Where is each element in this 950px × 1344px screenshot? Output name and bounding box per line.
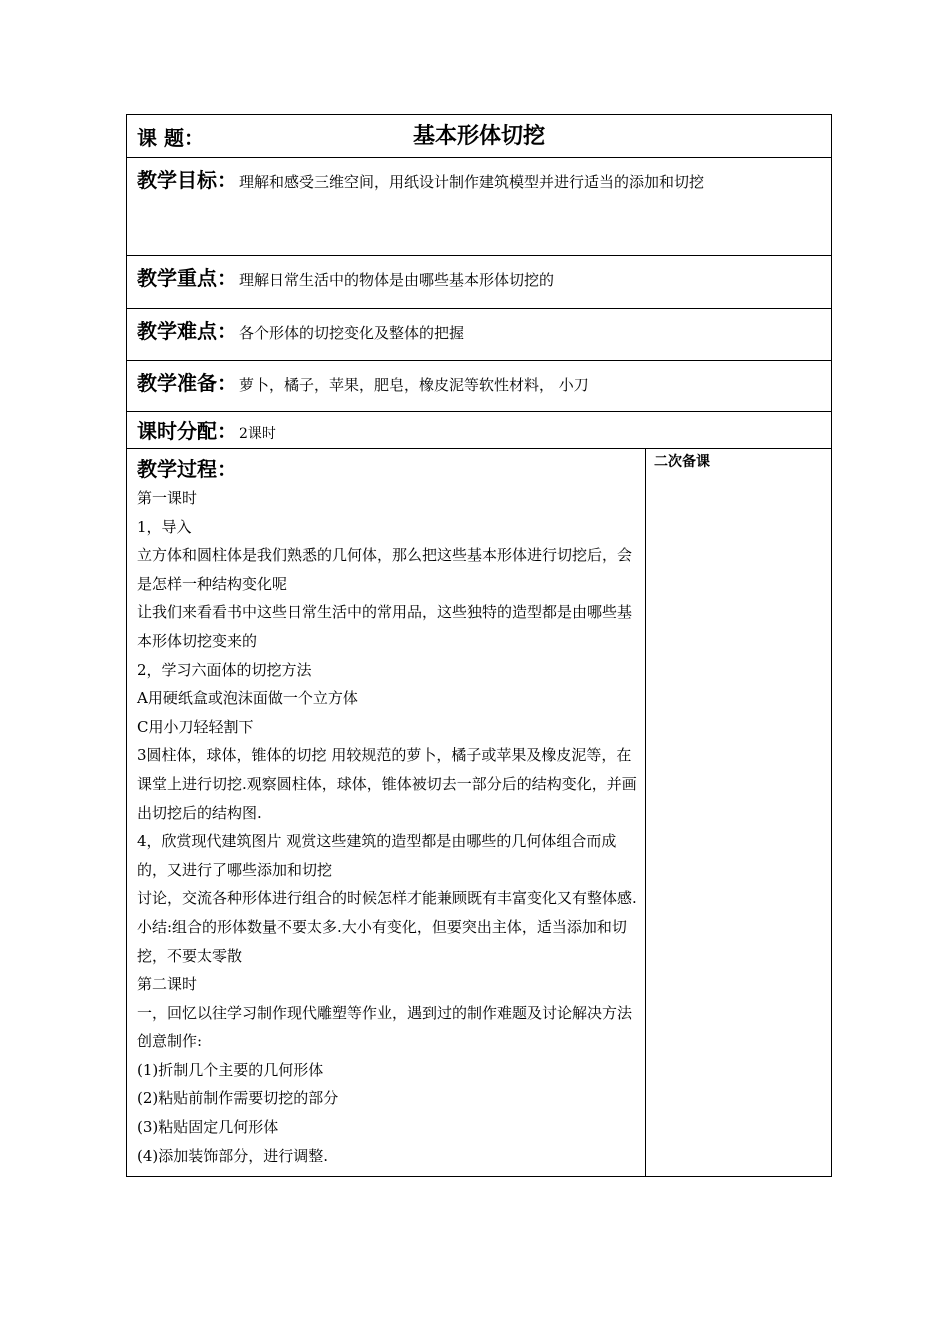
process-line: 第一课时 [137, 489, 198, 507]
process-line: 一，回忆以往学习制作现代雕塑等作业，遇到过的制作难题及讨论解决方法 创意制作: [137, 1003, 633, 1051]
hours-value: 2课时 [239, 426, 276, 442]
process-line: (1)折制几个主要的几何形体 [137, 1060, 324, 1079]
process-line: 讨论，交流各种形体进行组合的时候怎样才能兼顾既有丰富变化又有整体感. [137, 889, 637, 908]
process-line: 2，学习六面体的切挖方法 [137, 660, 312, 679]
preparation-value: 萝卜，橘子，苹果，肥皂，橡皮泥等软性材料， 小刀 [239, 376, 589, 394]
process-line: 1，导入 [137, 517, 192, 536]
goal-row [127, 158, 832, 256]
process-line: 3圆柱体，球体，锥体的切挖 用较规范的萝卜，橘子或苹果及橡皮泥等，在课堂上进行切挖.观察圆柱体，球体，锥体被切去一部分后的结构变化，并画出切挖后的结构图. [137, 746, 637, 822]
process-line: 4，欣赏现代建筑图片 观赏这些建筑的造型都是由哪些的几何体组合而成的，又进行了哪些添加和切挖 [137, 832, 617, 879]
process-line: (4)添加装饰部分，进行调整. [137, 1146, 329, 1165]
difficulty-label: 教学难点： [137, 319, 237, 343]
process-line: 立方体和圆柱体是我们熟悉的几何体，那么把这些基本形体进行切挖后，会是怎样一种结构变化呢 [137, 546, 633, 593]
goal-label: 教学目标： [137, 168, 237, 192]
process-line: 小结:组合的形体数量不要太多.大小有变化，但要突出主体，适当添加和切挖，不要太零散 [137, 917, 627, 965]
title-row [127, 115, 832, 158]
process-line: A用硬纸盒或泡沫面做一个立方体 [137, 689, 358, 708]
difficulty-row [127, 309, 832, 361]
difficulty-value: 各个形体的切挖变化及整体的把握 [239, 324, 465, 342]
hours-row [127, 412, 832, 449]
key-point-value: 理解日常生活中的物体是由哪些基本形体切挖的 [239, 271, 555, 289]
preparation-label: 教学准备： [137, 371, 237, 395]
process-line: 第二课时 [137, 975, 198, 994]
hours-label: 课时分配： [137, 419, 237, 443]
process-row [127, 449, 832, 1177]
secondary-prep-label: 二次备课 [654, 454, 710, 470]
process-cell [127, 449, 645, 1176]
process-line: (3)粘贴固定几何形体 [137, 1118, 279, 1137]
title-label: 课 题： [137, 126, 204, 150]
lesson-title: 基本形体切挖 [412, 124, 545, 149]
process-line: (2)粘贴前制作需要切挖的部分 [137, 1089, 339, 1108]
secondary-prep-cell [646, 449, 831, 471]
lesson-plan-table [126, 114, 832, 1177]
process-line: 让我们来看看书中这些日常生活中的常用品，这些独特的造型都是由哪些基本形体切挖变来的 [137, 603, 633, 650]
goal-value: 理解和感受三维空间，用纸设计制作建筑模型并进行适当的添加和切挖 [239, 173, 705, 191]
preparation-row [127, 361, 832, 412]
process-line: C用小刀轻轻割下 [137, 717, 254, 736]
key-point-label: 教学重点： [137, 266, 237, 290]
key-point-row [127, 256, 832, 309]
process-label: 教学过程： [137, 457, 237, 481]
